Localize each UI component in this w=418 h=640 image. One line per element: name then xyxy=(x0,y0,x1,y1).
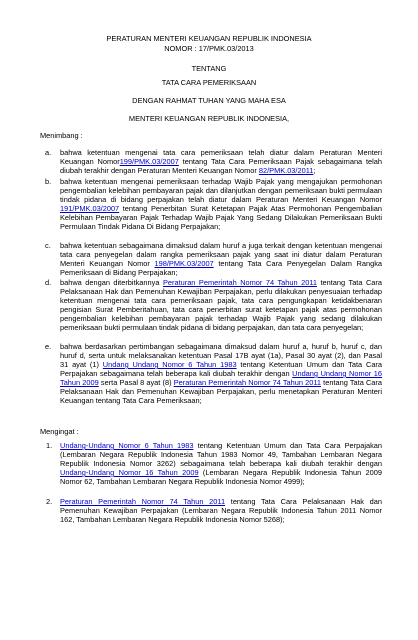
regulation-link[interactable]: Undang-Undang Nomor 6 Tahun 1983 xyxy=(60,441,194,450)
grace-statement: DENGAN RAHMAT TUHAN YANG MAHA ESA xyxy=(132,96,286,105)
mengingat-item-2: 2. Peraturan Pemerintah Nomor 74 Tahun 2011 tentang Tata Cara Pelaksanaan Hak dan Pemenuhan Kewajiban Perpajakan (Lembaran Negara Republik Indonesia Tahun 2011 Nomor 162, Tambahan Lembaran Negara Republik Indonesia Nomor 5268); xyxy=(46,497,382,524)
regulation-link[interactable]: 82/PMK.03/2011 xyxy=(258,166,314,175)
item-marker: c. xyxy=(45,241,51,250)
regulation-number: NOMOR : 17/PMK.03/2013 xyxy=(164,44,254,53)
menimbang-item-c: c. bahwa ketentuan sebagaimana dimaksud dalam huruf a juga terkait dengan ketentuan mengenai tata cara penyegelan dalam rangka pemeriksaan pajak yang saat ini diatur dalam Peraturan Menteri Keuangan Nomor 198/PMK.03/2007 tentang Tata Cara Penyegelan Dalam Rangka Pemeriksaan di Bidang Perpajakan; xyxy=(45,241,382,277)
tentang-heading: TENTANG xyxy=(191,64,227,73)
regulation-link[interactable]: Peraturan Pemerintah Nomor 74 Tahun 2011 xyxy=(60,497,226,506)
item-marker: 1. xyxy=(46,441,53,450)
regulation-link[interactable]: Peraturan Pemerintah Nomor 74 Tahun 2011 xyxy=(173,378,321,387)
menimbang-item-e: e. bahwa berdasarkan pertimbangan sebagaimana dimaksud dalam huruf a, huruf b, huruf c, dan huruf d, serta untuk melaksanakan ketentuan Pasal 17B ayat (1a), Pasal 30 ayat (2), dan Pasal 31 ayat (1) Undang Undang Nomor 6 Tahun 1983 tentang Ketentuan Umum dan Tata Cara Perpajakan sebagaimana telah beberapa kali diubah terakhir dengan Undang Undang Nomor 16 Tahun 2009 serta Pasal 8 ayat (8) Peraturan Pemerintah Nomor 74 Tahun 2011 tentang Tata Cara Pelaksanaan Hak dan Pemenuhan Kewajiban Perpajakan, perlu menetapkan Peraturan Menteri Keuangan tentang Tata Cara Pemeriksaan; xyxy=(45,342,383,405)
minister-heading: MENTERI KEUANGAN REPUBLIK INDONESIA, xyxy=(128,114,290,123)
mengingat-item-1: 1. Undang-Undang Nomor 6 Tahun 1983 tentang Ketentuan Umum dan Tata Cara Perpajakan (Lembaran Negara Republik Indonesia Tahun 1983 Nomor 49, Tambahan Lembaran Negara Republik Indonesia Nomor 3262) sebagaimana telah beberapa kali diubah terakhir dengan Undang-Undang Nomor 16 Tahun 2009 (Lembaran Negara Republik Indonesia Tahun 2009 Nomor 62, Tambahan Lembaran Negara Republik Indonesia Nomor 4999); xyxy=(46,441,383,486)
menimbang-item-b: b. bahwa ketentuan mengenai pemeriksaan terhadap Wajib Pajak yang mengajukan permohonan pengembalian kelebihan pembayaran pajak dan dilanjutkan dengan pemeriksaan bukti permulaan tindak pidana di bidang perpajakan telah diatur dalam Peraturan Menteri Keuangan Nomor 191/PMK.03/2007 tentang Penerbitan Surat Ketetapan Pajak Atas Permohonan Pengembalian Kelebihan Pembayaran Pajak Terhadap Wajib Pajak Yang Sedang Dilakukan Pemeriksaan Bukti Permulaan Tindak Pidana Di Bidang Perpajakan; xyxy=(45,177,382,231)
item-marker: a. xyxy=(45,148,52,157)
regulation-link[interactable]: Undang Undang Nomor 6 Tahun 1983 xyxy=(102,360,237,369)
item-marker: d. xyxy=(45,278,52,287)
item-marker: e. xyxy=(45,342,52,351)
menimbang-item-a: a. bahwa ketentuan mengenai tata cara pemeriksaan telah diatur dalam Peraturan Menteri Keuangan Nomor199/PMK.03/2007 tentang Tata Cara Pemeriksaan Pajak sebagaimana telah diubah terakhir dengan Peraturan Menteri Keuangan Nomor 82/PMK.03/2011; xyxy=(45,148,382,175)
regulation-link[interactable]: 199/PMK.03/2007 xyxy=(119,157,179,166)
mengingat-label: Mengingat : xyxy=(40,427,79,436)
regulation-link[interactable]: Undang-Undang Nomor 16 Tahun 2009 xyxy=(60,468,199,477)
item-marker: b. xyxy=(45,177,52,186)
menimbang-label: Menimbang : xyxy=(40,131,83,140)
regulation-subject: TATA CARA PEMERIKSAAN xyxy=(161,78,257,87)
regulation-link[interactable]: Peraturan Pemerintah Nomor 74 Tahun 2011 xyxy=(162,278,317,287)
regulation-link[interactable]: Undang Undang Nomor 16 Tahun 2009 xyxy=(60,369,382,387)
item-marker: 2. xyxy=(46,497,53,506)
menimbang-item-d: d. bahwa dengan diterbitkannya Peraturan Pemerintah Nomor 74 Tahun 2011 tentang Tata Cara Pelaksanaan Hak dan Pemenuhan Kewajiban Perpajakan, perlu dilakukan penyesuaian terhadap ketentuan mengenai tata cara pemeriksaan pajak, tata cara pengungkapan ketidakbenaran pengisian Surat Pemberitahuan, tata cara penerbitan surat ketetapan pajak atas permohonan pengembalian kelebihan pembayaran pajak terhadap Wajib Pajak yang sedang dilakukan pemeriksaan bukti permulaan tindak pidana di bidang perpajakan, dan tata cara penyegelan; xyxy=(45,278,382,332)
regulation-link[interactable]: 198/PMK.03/2007 xyxy=(154,259,214,268)
regulation-title: PERATURAN MENTERI KEUANGAN REPUBLIK INDONESIA xyxy=(106,34,312,43)
regulation-link[interactable]: 191/PMK.03/2007 xyxy=(60,204,120,213)
